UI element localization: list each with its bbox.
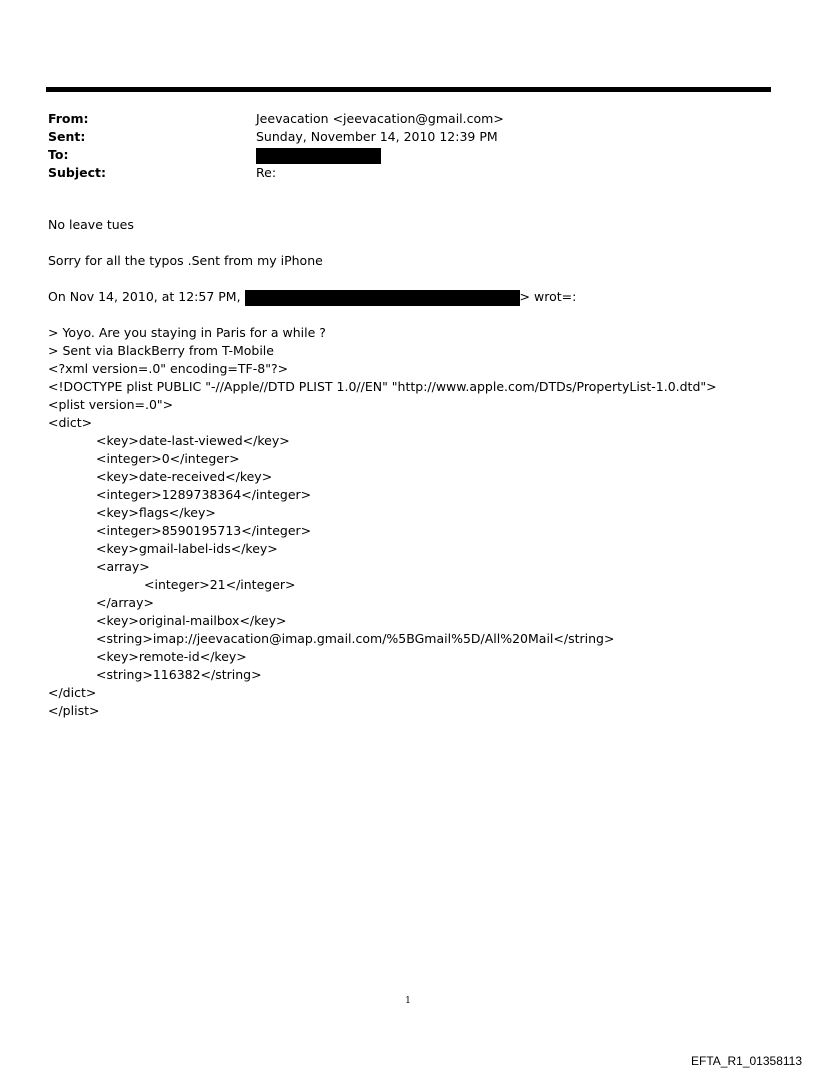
- page-number: 1: [405, 996, 411, 1006]
- plist-line: <integer>8590195713</integer>: [96, 523, 312, 538]
- sent-row: [48, 128, 648, 146]
- email-header: [48, 110, 648, 182]
- plist-line: <key>gmail-label-ids</key>: [96, 541, 278, 556]
- plist-line: <key>date-received</key>: [96, 469, 273, 484]
- from-label: From:: [48, 111, 89, 126]
- plist-line: <?xml version=.0" encoding=TF-8"?>: [48, 361, 289, 376]
- header-rule: [46, 87, 771, 92]
- body-line: Sorry for all the typos .Sent from my iPhone: [48, 253, 323, 268]
- quoted-line: > Yoyo. Are you staying in Paris for a while ?: [48, 325, 326, 340]
- plist-line: <array>: [96, 559, 150, 574]
- sender-redaction: [245, 290, 520, 306]
- from-row: [48, 110, 648, 128]
- document-id: EFTA_R1_01358113: [691, 1054, 802, 1068]
- plist-line: <string>imap://jeevacation@imap.gmail.com/%5BGmail%5D/All%20Mail</string>: [96, 631, 615, 646]
- plist-line: </array>: [96, 595, 154, 610]
- plist-line: <key>original-mailbox</key>: [96, 613, 287, 628]
- quote-intro-suffix: > wrot=:: [519, 289, 577, 304]
- plist-line: </dict>: [48, 685, 97, 700]
- plist-line: <string>116382</string>: [96, 667, 262, 682]
- to-label: To:: [48, 147, 69, 162]
- plist-line: <integer>1289738364</integer>: [96, 487, 312, 502]
- plist-line: <integer>0</integer>: [96, 451, 240, 466]
- subject-row: [48, 164, 648, 182]
- plist-line: <plist version=.0">: [48, 397, 174, 412]
- to-redaction: [256, 148, 381, 164]
- plist-line: <key>date-last-viewed</key>: [96, 433, 290, 448]
- plist-line: <key>remote-id</key>: [96, 649, 247, 664]
- sent-label: Sent:: [48, 129, 86, 144]
- plist-line: <!DOCTYPE plist PUBLIC "-//Apple//DTD PLIST 1.0//EN" "http://www.apple.com/DTDs/PropertyList-1.0.dtd">: [48, 379, 717, 394]
- to-row: [48, 146, 648, 164]
- quote-intro-prefix: On Nov 14, 2010, at 12:57 PM,: [48, 289, 241, 304]
- from-value: Jeevacation <jeevacation@gmail.com>: [256, 111, 504, 126]
- plist-line: <integer>21</integer>: [144, 577, 296, 592]
- plist-line: </plist>: [48, 703, 100, 718]
- plist-block: [48, 360, 788, 720]
- sent-value: Sunday, November 14, 2010 12:39 PM: [256, 129, 498, 144]
- plist-line: <key>flags</key>: [96, 505, 216, 520]
- quoted-line: > Sent via BlackBerry from T-Mobile: [48, 343, 274, 358]
- plist-line: <dict>: [48, 415, 93, 430]
- body-line: No leave tues: [48, 217, 134, 232]
- subject-value: Re:: [256, 165, 277, 180]
- email-body: [48, 216, 788, 720]
- quote-intro: [48, 288, 788, 306]
- to-value: [256, 146, 381, 164]
- subject-label: Subject:: [48, 165, 106, 180]
